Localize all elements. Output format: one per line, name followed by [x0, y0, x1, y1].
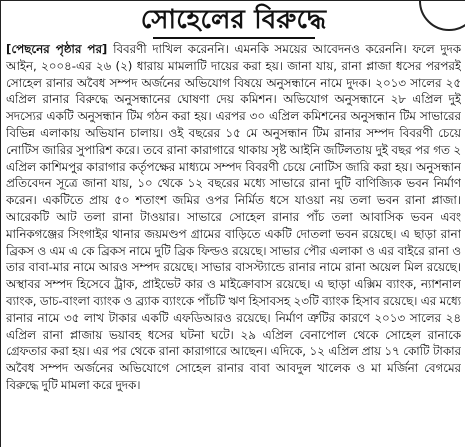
continuation-marker: [পেছনের পৃষ্ঠার পর] [6, 42, 108, 56]
headline-underline [153, 37, 315, 39]
article-body [6, 41, 461, 445]
article-text: বিবরণী দাখিল করেননি। এমনকি সময়ের আবেদনও করেননি। ফলে দুদক আইন, ২০০৪-এর ২৬ (২) ধারায় মামলাটি দায়ের করা হয়। জানা যায়, রানা প্লাজা ধসের পরপরই সোহেল রানার অবৈধ সম্পদ অর্জনের অভিযোগ বিষয়ে অনুসন্ধানে নামে দুদক। ২০১৩ সালের ২৫ এপ্রিল রানার বিরুদ্ধে অনুসন্ধানের ঘোষণা দেয় কমিশন। অভিযোগ অনুসন্ধানে ২৮ এপ্রিল দুই সদস্যের একটি অনুসন্ধান টিম গঠন করা হয়। এরপর ৩০ এপ্রিল কমিশনের অনুসন্ধান টিম সাভারের বিভিন্ন এলাকায় অভিযান চালায়। ওই বছরের ১৫ মে অনুসন্ধান টিম রানার সম্পদ বিবরণী চেয়ে নোটিস জারির সুপারিশ করে। তবে রানা কারাগারে থাকায় সৃষ্ট আইনি জটিলতায় দুই বছর পর গত ২ এপ্রিল কাশিমপুর কারাগার কর্তৃপক্ষের মাধ্যমে সম্পদ বিবরণী চেয়ে নোটিস জারি করা হয়। অনুসন্ধান প্রতিবেদন সূত্রে জানা যায়, ১০ থেকে ১২ বছরের মধ্যে সাভারে রানা দুটি বাণিজ্যিক ভবন নির্মাণ করেন। একটিতে প্রায় ৫০ শতাংশ জমির ওপর নির্মিত ধসে যাওয়া নয় তলা ভবন রানা প্লাজা। আরেকটি আট তলা রানা টাওয়ার। সাভারে সোহেল রানার পাঁচ তলা আবাসিক ভবন এবং মানিকগঞ্জের সিংগাইর থানার জয়মণ্ডপ গ্রামের বাড়িতে একটি দোতলা ভবন রয়েছে। এ ছাড়া রানা ব্রিকস ও এম এ কে ব্রিকস নামে দুটি ব্রিক ফিল্ডও রয়েছে। সাভার পৌর এলাকা ও এর বাইরে রানা ও তার বাবা-মার নামে আরও সম্পদ রয়েছে। সাভার বাসস্ট্যান্ডে রানার নামে রানা অয়েল মিল রয়েছে। অস্থাবর সম্পদ হিসেবে ট্রাক, প্রাইভেট কার ও মাইক্রোবাস রয়েছে। এ ছাড়া এক্সিম ব্যাংক, ন্যাশনাল ব্যাংক, ডাচ-বাংলা ব্যাংক ও ব্র্যাক ব্যাংকে পাঁচটি ঋণ হিসাবসহ ২৩টি ব্যাংক হিসাব রয়েছে। এর মধ্যে রানার নামে ৩৫ লাখ টাকার একটি এফডিআরও রয়েছে। নির্মাণ ত্রুটির কারণে ২০১৩ সালের ২৪ এপ্রিল রানা প্লাজায় ভয়াবহ ধসের ঘটনা ঘটে। ২৯ এপ্রিল বেনাপোল থেকে সোহেল রানাকে গ্রেফতার করা হয়। এর পর থেকে রানা কারাগারে আছেন। এদিকে, ১২ এপ্রিল প্রায় ১৭ কোটি টাকার অবৈধ সম্পদ অর্জনের অভিযোগে সোহেল রানার বাবা আবদুল খালেক ও মা মর্জিনা বেগমের বিরুদ্ধে দুটি মামলা করে দুদক। [6, 42, 461, 392]
headline: সোহেলের বিরুদ্ধে [140, 5, 327, 35]
